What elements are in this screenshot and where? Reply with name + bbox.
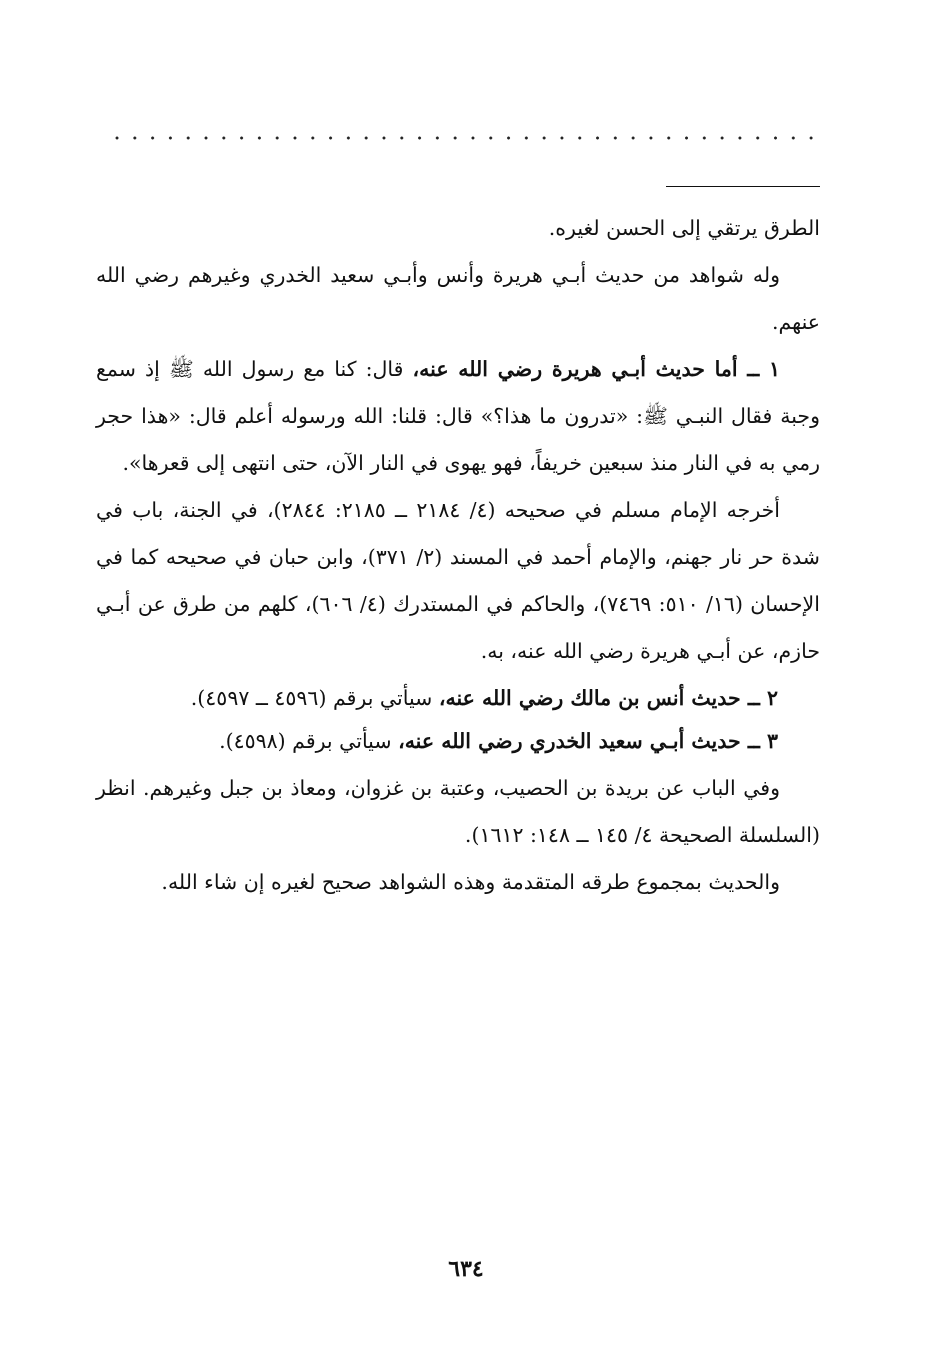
- paragraph-6: [96, 718, 820, 765]
- paragraph-3: [96, 346, 820, 487]
- paragraph-5-heading: ٢ ــ حديث أنس بن مالك رضي الله عنه،: [438, 686, 778, 710]
- dotted-separator: [104, 134, 820, 142]
- paragraph-5: [96, 675, 820, 722]
- page-number: ٦٣٤: [448, 1256, 484, 1282]
- paragraph-7: وفي الباب عن بريدة بن الحصيب، وعتبة بن غزوان، ومعاذ بن جبل وغيرهم. انظر (السلسلة الصحيحة ٤/ ١٤٥ ــ ١٤٨: ١٦١٢).: [96, 776, 820, 847]
- paragraph-1: الطرق يرتقي إلى الحسن لغيره.: [548, 216, 820, 240]
- footnote-rule: [666, 186, 820, 187]
- paragraph-4: أخرجه الإمام مسلم في صحيحه (٤/ ٢١٨٤ ــ ٢١٨٥: ٢٨٤٤)، في الجنة، باب في شدة حر نار جهنم، والإمام أحمد في المسند (٢/ ٣٧١)، وابن حبان في صحيحه كما في الإحسان (١٦/ ٥١٠: ٧٤٦٩)، والحاكم في المستدرك (٤/ ٦٠٦)، كلهم من طرق عن أبـي حازم، عن أبـي هريرة رضي الله عنه، به.: [96, 498, 820, 663]
- main-text: [96, 205, 820, 906]
- paragraph-3-heading: ١ ــ أما حديث أبـي هريرة رضي الله عنه،: [412, 357, 781, 381]
- paragraph-5-body: سيأتي برقم (٤٥٩٦ ــ ٤٥٩٧).: [190, 686, 439, 710]
- paragraph-8: والحديث بمجموع طرقه المتقدمة وهذه الشواهد صحيح لغيره إن شاء الله.: [161, 870, 780, 894]
- paragraph-2: وله شواهد من حديث أبـي هريرة وأنس وأبـي سعيد الخدري وغيرهم رضي الله عنهم.: [96, 263, 820, 334]
- paragraph-3-body: قال: كنا مع رسول الله ﷺ إذ سمع وجبة فقال النبـي ﷺ: «تدرون ما هذا؟» قال: قلنا: الله ورسوله أعلم قال: «هذا حجر رمي به في النار منذ سبعين خريفاً، فهو يهوى في النار الآن، حتى انتهى إلى قعرها».: [96, 357, 820, 475]
- paragraph-6-heading: ٣ ــ حديث أبـي سعيد الخدري رضي الله عنه،: [398, 729, 778, 753]
- paragraph-6-body: سيأتي برقم (٤٥٩٨).: [219, 729, 399, 753]
